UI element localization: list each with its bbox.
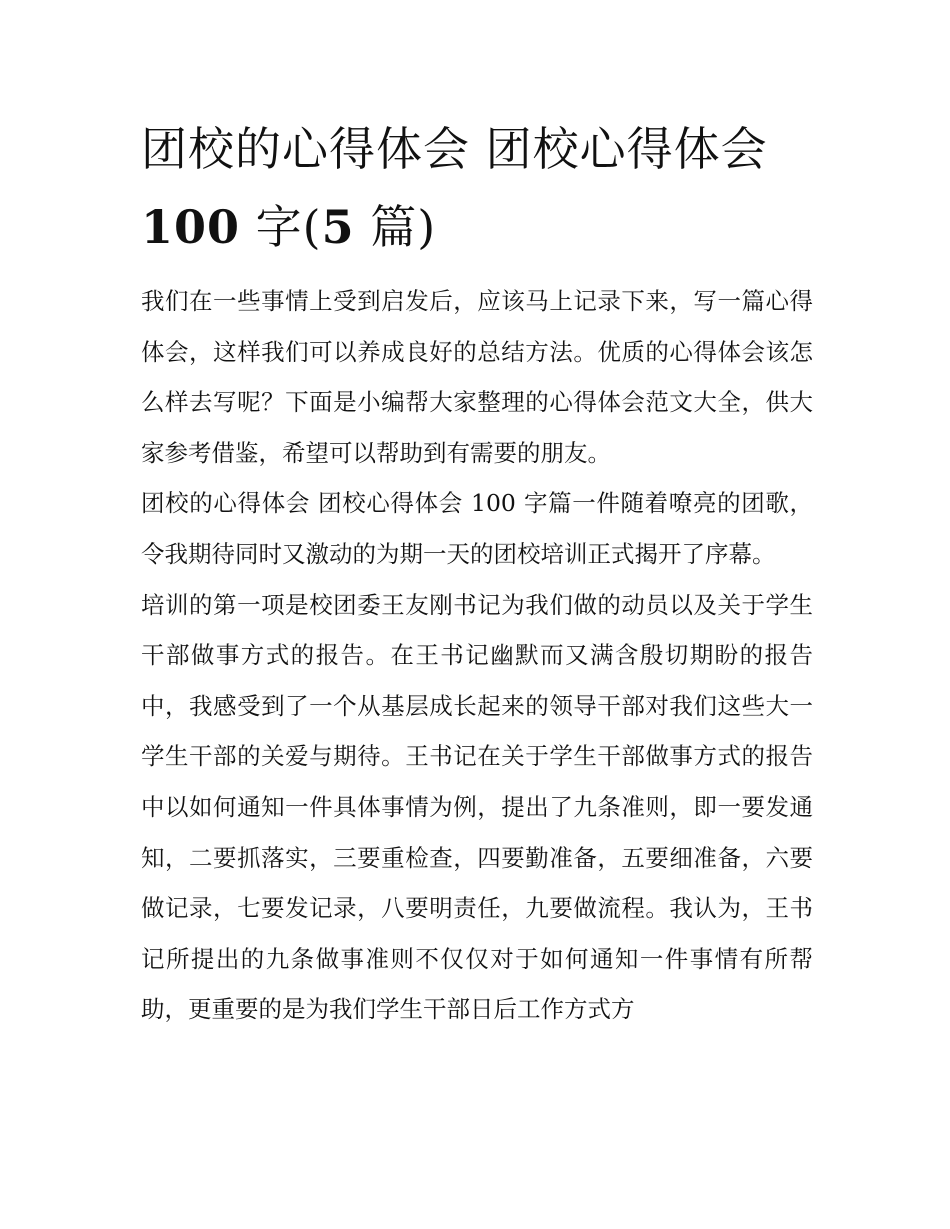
document-body	[141, 110, 813, 1035]
intro-paragraph: 我们在一些事情上受到启发后，应该马上记录下来，写一篇心得体会，这样我们可以养成良好的总结方法。优质的心得体会该怎么样去写呢？下面是小编帮大家整理的心得体会范文大全，供大家参考借鉴，希望可以帮助到有需要的朋友。	[141, 287, 813, 467]
title-number: 100	[141, 200, 241, 254]
title-count: 5	[321, 200, 355, 254]
title-end: 篇)	[354, 200, 437, 254]
article-paragraph-2: 培训的第一项是校团委王友刚书记为我们做的动员以及关于学生干部做事方式的报告。在王书记幽默而又满含殷切期盼的报告中，我感受到了一个从基层成长起来的领导干部对我们这些大一学生干部的关爱与期待。王书记在关于学生干部做事方式的报告中以如何通知一件具体事情为例，提出了九条准则，即一要发通知，二要抓落实，三要重检查，四要勤准备，五要细准备，六要做记录，七要发记录，八要明责任，九要做流程。我认为，王书记所提出的九条做事准则不仅仅对于如何通知一件事情有所帮助，更重要的是为我们学生干部日后工作方式方	[141, 590, 813, 1024]
title-mid: 字(	[240, 200, 322, 254]
document-title	[141, 110, 813, 266]
article-paragraph-1: 团校的心得体会 团校心得体会 100 字篇一件随着嘹亮的团歌，令我期待同时又激动的为期一天的团校培训正式揭开了序幕。	[141, 489, 813, 568]
title-line-1: 团校的心得体会 团校心得体会	[141, 122, 768, 176]
